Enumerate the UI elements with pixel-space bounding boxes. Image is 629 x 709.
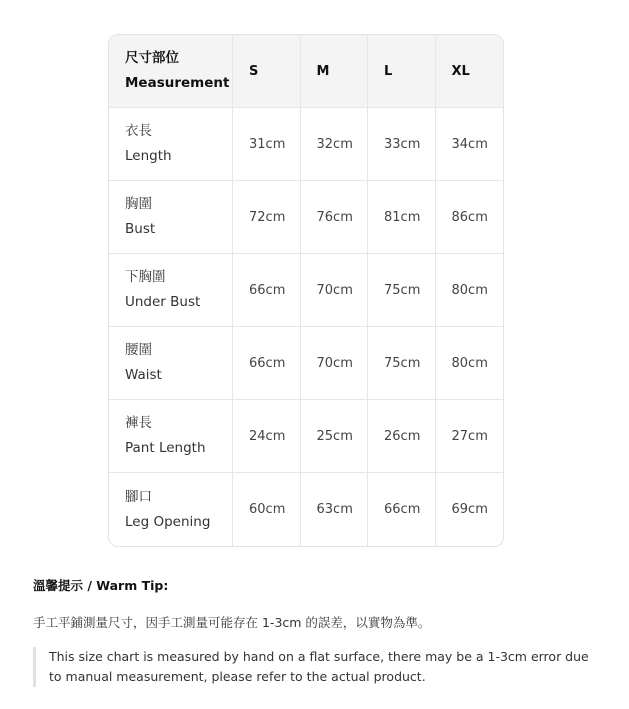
value-cell-m: 63cm bbox=[301, 473, 369, 546]
row-label-cn: 腰圍 bbox=[125, 342, 152, 358]
table-row-bust bbox=[109, 181, 503, 254]
table-header bbox=[109, 35, 503, 108]
row-label-en: Bust bbox=[125, 221, 156, 237]
row-label-cell bbox=[109, 108, 233, 181]
row-label-en: Under Bust bbox=[125, 294, 201, 310]
value-cell-xl: 69cm bbox=[451, 502, 488, 517]
value-cell-l: 33cm bbox=[368, 108, 436, 181]
value-cell-l: 66cm bbox=[368, 473, 436, 546]
table-row-pant-length bbox=[109, 400, 503, 473]
value-cell-s: 66cm bbox=[233, 327, 301, 400]
value-cell-xl: 34cm bbox=[436, 108, 504, 181]
value-cell-m: 76cm bbox=[301, 181, 369, 254]
value-cell-l: 75cm bbox=[368, 254, 436, 327]
row-label-en: Length bbox=[125, 148, 172, 164]
value-cell-xl: 80cm bbox=[436, 254, 504, 327]
value-cell-s: 31cm bbox=[233, 108, 301, 181]
row-label-en: Waist bbox=[125, 367, 162, 383]
table-row-waist bbox=[109, 327, 503, 400]
value-cell-xl: 27cm bbox=[436, 400, 504, 473]
value-cell-xl: 80cm bbox=[436, 327, 504, 400]
row-label-en: Pant Length bbox=[125, 440, 206, 456]
header-size-xl: XL bbox=[436, 35, 504, 108]
value-cell-s: 66cm bbox=[233, 254, 301, 327]
row-label-cell bbox=[109, 181, 233, 254]
header-measurement-cell bbox=[109, 35, 233, 108]
row-label-cell bbox=[109, 400, 233, 473]
value-cell-m: 25cm bbox=[301, 400, 369, 473]
header-size-m: M bbox=[301, 35, 369, 108]
warm-tip-quote-en: This size chart is measured by hand on a flat surface, there may be a 1-3cm error due to manual measurement, please refer to the actual product. bbox=[33, 647, 603, 687]
value-cell-l: 81cm bbox=[368, 181, 436, 254]
value-cell-l: 75cm bbox=[368, 327, 436, 400]
value-cell-xl: 86cm bbox=[436, 181, 504, 254]
value-cell-m: 70cm bbox=[301, 254, 369, 327]
table-body bbox=[109, 108, 503, 546]
warm-tip-heading: 溫馨提示 / Warm Tip: bbox=[33, 578, 169, 593]
table-row-leg-opening bbox=[109, 473, 503, 546]
row-label-cell bbox=[109, 473, 233, 546]
value-cell-s: 72cm bbox=[233, 181, 301, 254]
table-row-under-bust bbox=[109, 254, 503, 327]
row-label-en: Leg Opening bbox=[125, 513, 211, 530]
value-cell-m: 70cm bbox=[301, 327, 369, 400]
table-row-length bbox=[109, 108, 503, 181]
value-cell-s: 24cm bbox=[233, 400, 301, 473]
value-cell-l: 26cm bbox=[368, 400, 436, 473]
row-label-cn: 衣長 bbox=[125, 123, 152, 139]
row-label-cell bbox=[109, 254, 233, 327]
value-cell-s: 60cm bbox=[233, 473, 301, 546]
header-label-en: Measurement bbox=[125, 75, 230, 91]
row-label-cn: 腳口 bbox=[125, 488, 152, 505]
row-label-cn: 下胸圍 bbox=[125, 269, 166, 285]
header-row bbox=[109, 35, 503, 108]
warm-tip-text-cn: 手工平鋪測量尺寸，因手工測量可能存在 1-3cm 的誤差，以實物為準。 bbox=[33, 615, 431, 630]
header-label-cn: 尺寸部位 bbox=[125, 50, 179, 66]
row-label-cn: 胸圍 bbox=[125, 196, 152, 212]
row-label-cell bbox=[109, 327, 233, 400]
header-size-s: S bbox=[233, 35, 301, 108]
value-cell-m: 32cm bbox=[301, 108, 369, 181]
size-chart-table bbox=[108, 34, 504, 547]
row-label-cn: 褲長 bbox=[125, 415, 152, 431]
header-size-l: L bbox=[368, 35, 436, 108]
